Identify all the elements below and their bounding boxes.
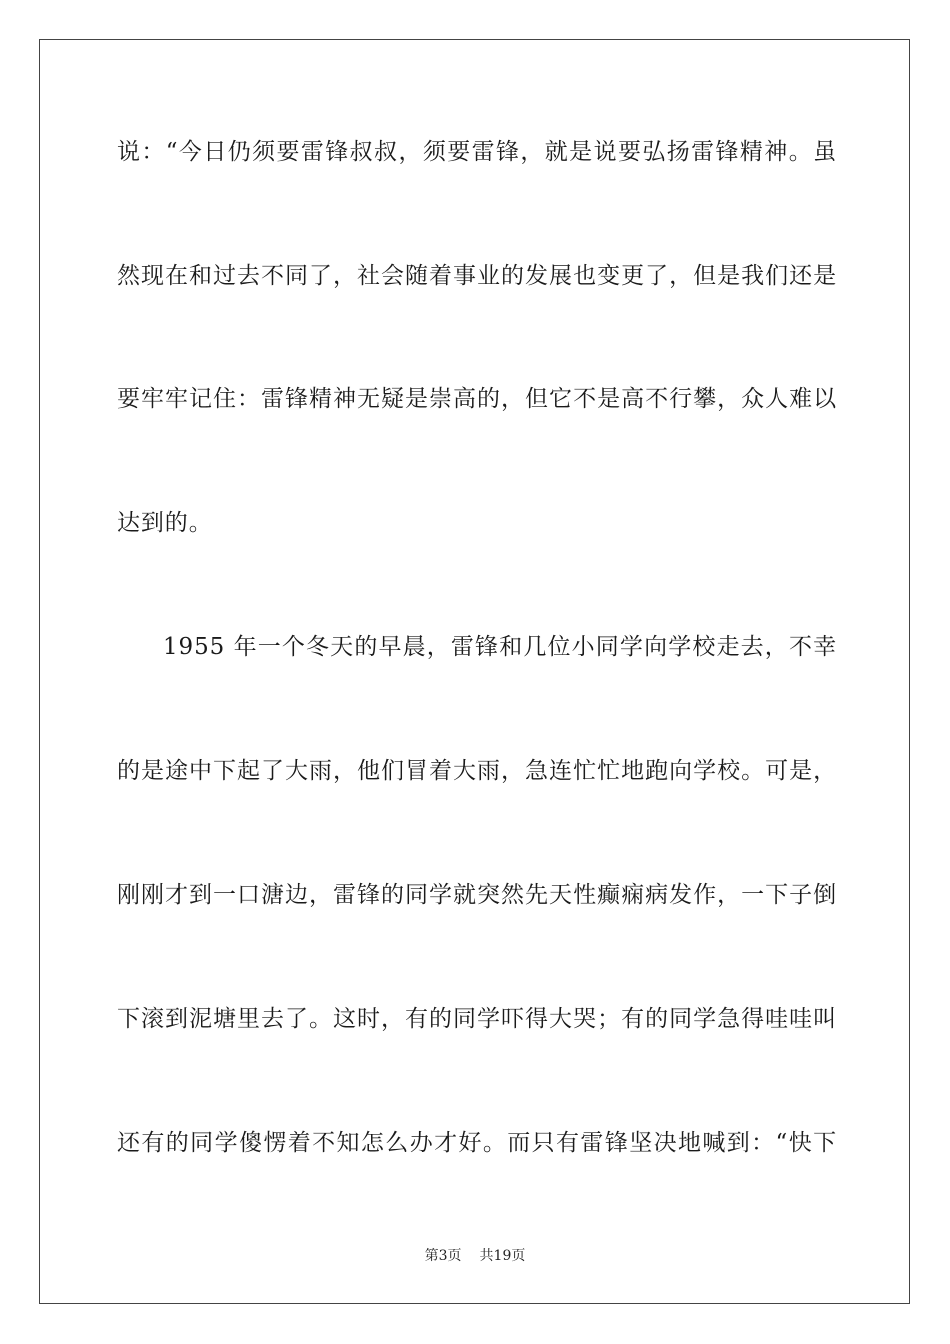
page-footer [0, 1247, 950, 1265]
paragraph-line-5: 1955 年一个冬天的早晨，雷锋和几位小同学向学校走去，不幸 [163, 634, 837, 660]
page-number: 第3页 [424, 1248, 462, 1264]
page-total: 共19页 [479, 1248, 526, 1264]
paragraph-line-1: 说：“今日仍须要雷锋叔叔，须要雷锋，就是说要弘扬雷锋精神。虽 [117, 139, 837, 165]
paragraph-line-3: 要牢牢记住：雷锋精神无疑是崇高的，但它不是高不行攀，众人难以 [117, 386, 837, 412]
paragraph-line-7: 刚刚才到一口溏边，雷锋的同学就突然先天性癫痫病发作，一下子倒 [117, 882, 837, 908]
paragraph-line-8: 下滚到泥塘里去了。这时，有的同学吓得大哭；有的同学急得哇哇叫 [117, 1006, 837, 1032]
paragraph-line-2: 然现在和过去不同了，社会随着事业的发展也变更了，但是我们还是 [117, 263, 837, 289]
paragraph-line-6: 的是途中下起了大雨，他们冒着大雨，急连忙忙地跑向学校。可是， [117, 758, 837, 784]
paragraph-line-4: 达到的。 [117, 510, 213, 536]
page-border [39, 39, 910, 1304]
paragraph-line-9: 还有的同学傻愣着不知怎么办才好。而只有雷锋坚决地喊到：“快下 [117, 1130, 837, 1156]
